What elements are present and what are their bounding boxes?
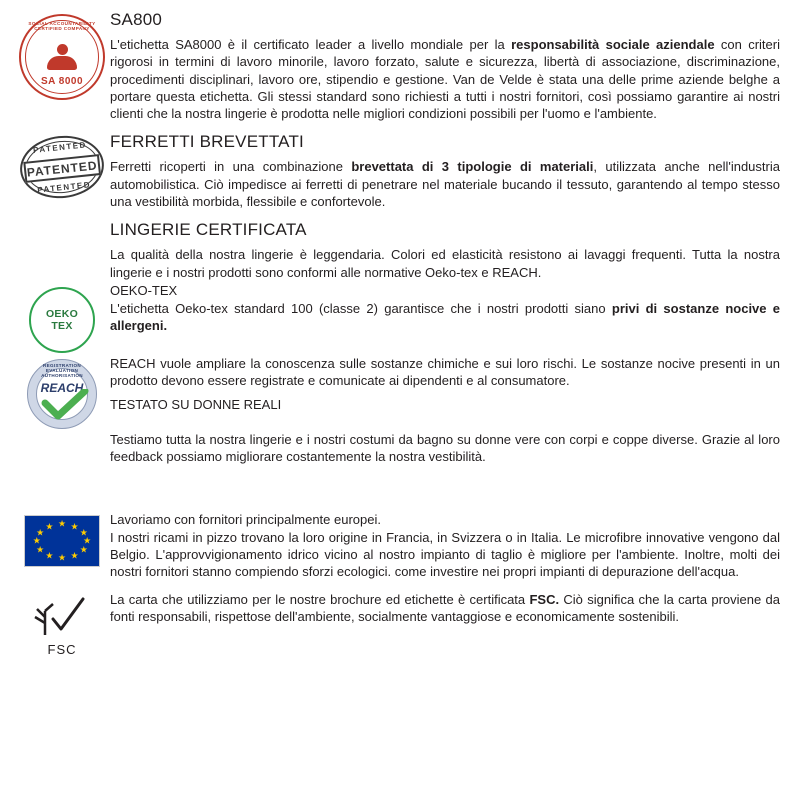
reach-arc-text: REGISTRATION EVALUATION AUTHORISATION (41, 362, 83, 378)
eu-flag-icon: ★ ★ ★ ★ ★ ★ ★ ★ ★ ★ ★ ★ (24, 515, 100, 567)
text-column (110, 283, 786, 335)
section-fsc (14, 591, 786, 657)
badge-column (14, 591, 110, 657)
heading-ferretti-brevettati: FERRETTI BREVETTATI (110, 132, 304, 152)
paragraph-fsc: La carta che utilizziamo per le nostre brochure ed etichette è certificata FSC. Ciò significa che la carta proviene da fonti responsabili, rispettose dell'ambiente, socialmente vantaggiose e economicamente sostenibili. (110, 591, 780, 624)
text-column (110, 511, 786, 580)
paragraph-sa8000: L'etichetta SA8000 è il certificato leader a livello mondiale per la responsabilità sociale aziendale con criteri rigorosi in termini di lavoro minorile, lavoro forzato, salute e sicurezza, libertà di associazione, discriminazione, procedimenti disciplinari, lavoro ore, stipendio e gestione. Van de Velde è stata una delle prime aziende belghe a portare questa etichetta. Gli stessi standard sono richiesti a tutti i nostri fornitori, così possiamo garantire ai nostri clienti che la nostra lingerie è prodotta nelle migliori condizioni possibili per l'uomo e l'ambiente. (110, 37, 780, 122)
paragraph-oeko-tex: L'etichetta Oeko-tex standard 100 (classe 2) garantisce che i nostri prodotti siano privi di sostanze nocive e allergeni. (110, 300, 781, 334)
badge-column (14, 10, 110, 100)
sa8000-arc-text: SOCIAL ACCOUNTABILITY CERTIFIED COMPANY (28, 21, 96, 31)
reach-word: REACH (40, 380, 84, 395)
paragraph-ferretti: Ferretti ricoperti in una combinazione brevettata di 3 tipologie di materiali, utilizzata anche nell'industria automobilistica. Ciò impedisce ai ferretti di penetrare nel materiale bucando il tessuto, garantendo al tempo stesso una vestibilità morbida, flessibile e confortevole. (110, 159, 780, 209)
oeko-tex-seal-icon (29, 287, 95, 353)
text-column (110, 132, 786, 210)
text-column (110, 355, 786, 415)
paragraph-reach: REACH vuole ampliare la conoscenza sulle sostanze chimiche e sui loro rischi. Le sostanze nocive presenti in un prodotto devono essere registrate e comunicate ai dipendenti e al consumatore. (110, 355, 780, 389)
patented-stamp-bottom-text: PATENTED (36, 180, 92, 196)
text-column (110, 431, 786, 466)
badge-column-empty (14, 431, 110, 435)
oeko-tex-line2: TEX (51, 319, 73, 332)
oeko-tex-line1: OEKO (45, 307, 79, 320)
badge-column-empty (14, 220, 110, 224)
text-column (110, 591, 786, 626)
heading-sa8000: SA800 (110, 10, 163, 29)
paragraph-fornitori-2: I nostri ricami in pizzo trovano la loro origine in Francia, in Svizzera o in Italia. Le microfibre innovative vengono dal Belgio. L'approvvigionamento idrico vicino al nostro impianto di taglio è migliore per l'ambiente. Inoltre, molti dei nostri fornitori stanno compiendo sforzi ecologici. come investire nei propri impianti di depurazione dell'acqua. (110, 529, 780, 580)
reach-seal-icon (27, 359, 97, 429)
section-fornitori-europei (14, 511, 786, 580)
section-ferretti-brevettati (14, 132, 786, 210)
paragraph-fornitori-1: Lavoriamo con fornitori principalmente europei. (110, 512, 381, 528)
heading-testato-su-donne-reali: TESTATO SU DONNE REALI (110, 397, 282, 413)
sa8000-certification-seal-icon (19, 14, 105, 100)
fsc-tree-checkmark-icon (31, 595, 93, 641)
fsc-label: FSC (47, 641, 77, 657)
patented-stamp-top-text: PATENTED (32, 140, 88, 156)
section-lingerie-certificata (14, 220, 786, 281)
heading-oeko-tex: OEKO-TEX (110, 282, 178, 298)
paragraph-lingerie-certificata: La qualità della nostra lingerie è leggendaria. Colori ed elasticità resistono ai lavaggi frequenti. Tutta la nostra lingerie e i nostri prodotti sono conformi alle normative Oeko-tex e REACH. (110, 247, 780, 280)
badge-column (14, 355, 110, 429)
section-reach (14, 355, 786, 429)
fsc-logo-icon (31, 595, 93, 657)
paragraph-testato: Testiamo tutta la nostra lingerie e i nostri costumi da bagno su donne vere con corpi e coppe diverse. Grazie al loro feedback possiamo migliorare costantemente la nostra vestibilità. (110, 431, 780, 465)
patented-stamp-main-text: PATENTED (23, 154, 101, 183)
green-check-icon (41, 389, 89, 421)
section-sa8000 (14, 10, 786, 122)
heading-lingerie-certificata: LINGERIE CERTIFICATA (110, 220, 307, 240)
text-column (110, 220, 786, 281)
section-testato-su-donne-reali (14, 431, 786, 466)
badge-column (14, 132, 110, 198)
section-oeko-tex (14, 283, 786, 353)
patented-stamp-icon (17, 132, 107, 202)
badge-column (14, 511, 110, 567)
badge-column (14, 283, 110, 353)
text-column (110, 10, 786, 122)
sa8000-seal-label: SA 8000 (40, 76, 84, 87)
